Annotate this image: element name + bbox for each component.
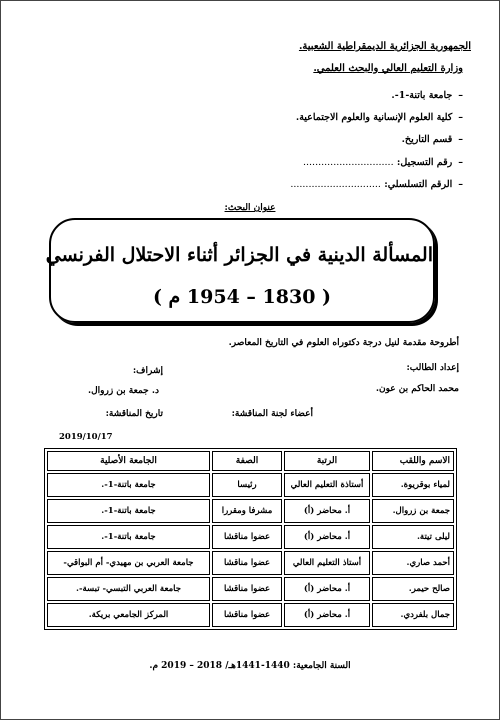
bullet-icon: – bbox=[458, 112, 463, 123]
committee-label: أعضاء لجنة المناقشة: bbox=[231, 409, 313, 419]
cell-role: عضوا مناقشا bbox=[212, 603, 282, 627]
cell-university: جامعة العربي بن مهيدي- أم البواقي- bbox=[47, 551, 210, 575]
degree-note: أطروحة مقدمة لنيل درجة دكتوراه العلوم في التاريخ المعاصر. bbox=[228, 338, 459, 348]
cell-name: ليلى تيتة. bbox=[372, 525, 454, 549]
table-row bbox=[47, 551, 454, 575]
cell-name: صالح حيمر. bbox=[372, 577, 454, 601]
research-title-label: عنوان البحث: bbox=[224, 203, 276, 213]
bullet-icon: – bbox=[458, 157, 463, 168]
cell-role: رئيسا bbox=[212, 473, 282, 497]
cell-rank: أ. محاضر (أ) bbox=[284, 603, 370, 627]
cell-name: لمياء بوقريوة. bbox=[372, 473, 454, 497]
cell-role: عضوا مناقشا bbox=[212, 525, 282, 549]
cell-name: جمال بلفردي. bbox=[372, 603, 454, 627]
cell-name: جمعة بن زروال. bbox=[372, 499, 454, 523]
table-row bbox=[47, 499, 454, 523]
cell-role: مشرفا ومقررا bbox=[212, 499, 282, 523]
cell-rank: أستاذة التعليم العالي bbox=[284, 473, 370, 497]
republic-header: الجمهورية الجزائرية الديمقراطية الشعبية. bbox=[298, 41, 471, 52]
cell-role: عضوا مناقشا bbox=[212, 577, 282, 601]
bullet-icon: – bbox=[458, 179, 463, 190]
cell-name: أحمد صاري. bbox=[372, 551, 454, 575]
university-line: –جامعة باتنة-1-. bbox=[391, 90, 463, 101]
registration-value: .............................. bbox=[303, 157, 394, 168]
table-row bbox=[47, 525, 454, 549]
defense-date-label: تاريخ المناقشة: bbox=[105, 409, 163, 419]
department-line: –قسم التاريخ. bbox=[401, 134, 463, 145]
serial-line: –الرقم التسلسلي: .............................. bbox=[290, 179, 463, 190]
header-name: الاسم واللقب bbox=[372, 451, 454, 471]
cell-rank: أ. محاضر (أ) bbox=[284, 525, 370, 549]
header-role: الصفة bbox=[212, 451, 282, 471]
academic-year: السنة الجامعية: 1440-1441هـ/ 2018 – 2019 م. bbox=[149, 661, 351, 671]
cell-university: جامعة العربي التبسي- تبسة-. bbox=[47, 577, 210, 601]
student-name: محمد الحاكم بن عون. bbox=[375, 384, 459, 394]
student-label: إعداد الطالب: bbox=[406, 363, 459, 373]
bullet-icon: – bbox=[458, 134, 463, 145]
thesis-title: المسألة الدينية في الجزائر أثناء الاحتلال الفرنسي bbox=[45, 244, 433, 266]
serial-value: .............................. bbox=[290, 179, 381, 190]
registration-line: –رقم التسجيل: .............................. bbox=[303, 157, 463, 168]
table-row bbox=[47, 603, 454, 627]
table-row bbox=[47, 577, 454, 601]
cell-university: جامعة باتنة-1-. bbox=[47, 525, 210, 549]
thesis-title-box bbox=[45, 218, 435, 323]
cell-university: جامعة باتنة-1-. bbox=[47, 473, 210, 497]
bullet-icon: – bbox=[458, 90, 463, 101]
table-row bbox=[47, 473, 454, 497]
cell-university: المركز الجامعي بريكة. bbox=[47, 603, 210, 627]
faculty-line: –كلية العلوم الإنسانية والعلوم الاجتماعية. bbox=[295, 112, 463, 123]
cell-rank: أ. محاضر (أ) bbox=[284, 577, 370, 601]
ministry-header: وزارة التعليم العالي والبحث العلمي. bbox=[313, 63, 463, 74]
cell-rank: أستاذ التعليم العالي bbox=[284, 551, 370, 575]
jury-table bbox=[44, 448, 457, 630]
supervisor-label: إشراف: bbox=[132, 366, 163, 376]
cell-rank: أ. محاضر (أ) bbox=[284, 499, 370, 523]
jury-header-row bbox=[47, 451, 454, 471]
thesis-years: ( 1830 – 1954 م ) bbox=[152, 286, 332, 308]
supervisor-name: د. جمعة بن زروال. bbox=[87, 386, 159, 396]
cell-university: جامعة باتنة-1-. bbox=[47, 499, 210, 523]
header-university: الجامعة الأصلية bbox=[47, 451, 210, 471]
cell-role: عضوا مناقشا bbox=[212, 551, 282, 575]
header-rank: الرتبة bbox=[284, 451, 370, 471]
defense-date: 2019/10/17 bbox=[59, 432, 113, 442]
